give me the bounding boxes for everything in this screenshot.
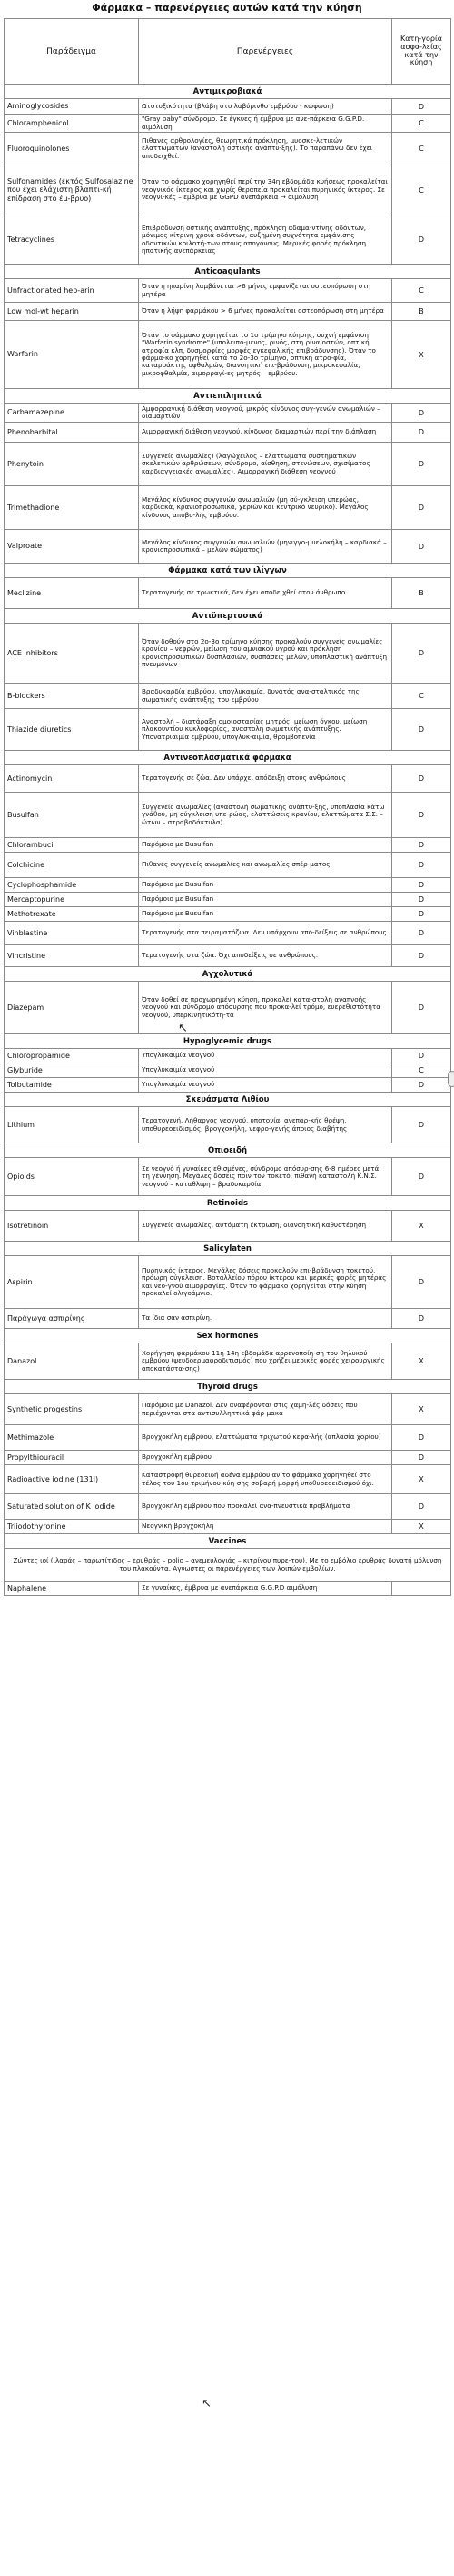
table-row [5, 922, 451, 945]
side-effects-cell: Βρογχοκήλη εμβρύου [139, 1451, 392, 1465]
side-effects-cell: Βρογχοκήλη εμβρύου, ελαττώματα τριχωτού κεφα-λής (απλασία χορίου) [139, 1425, 392, 1451]
section-header-row [5, 1196, 451, 1211]
drug-name-cell: B-blockers [5, 684, 139, 709]
side-effects-cell: Αιμορραγική διάθεση νεογνού, κίνδυνος διαμαρτιών περί την διάπλαση [139, 423, 392, 443]
drug-name-cell: Saturated solution of K iodide [5, 1494, 139, 1520]
section-header-row [5, 1093, 451, 1107]
table-row [5, 907, 451, 922]
drug-name-cell: Triiodothyronine [5, 1520, 139, 1534]
side-effects-cell: Υπογλυκαιμία νεογνού [139, 1063, 392, 1078]
drug-name-cell: Colchicine [5, 853, 139, 878]
section-header-row [5, 1034, 451, 1049]
scroll-handle-icon[interactable] [448, 1071, 454, 1087]
drug-name-cell: Naphalene [5, 1582, 139, 1596]
category-cell: C [392, 133, 451, 165]
section-header-row [5, 609, 451, 624]
table-row [5, 321, 451, 389]
category-cell: C [392, 684, 451, 709]
category-cell: D [392, 838, 451, 853]
category-cell: D [392, 1256, 451, 1309]
section-header-row [5, 1143, 451, 1158]
category-cell [392, 1582, 451, 1596]
table-row [5, 404, 451, 423]
drug-name-cell: Tolbutamide [5, 1078, 139, 1093]
category-cell: D [392, 1309, 451, 1329]
drug-name-cell: Vinblastine [5, 922, 139, 945]
side-effects-cell: Όταν το φάρμακο χορηγηθεί περί την 34η εβδομάδα κυήσεως προκαλείται νεογνικός ίκτερος και χωρίς θεραπεία προκαλείται πυρηνικός ίκτερος. Σε νεογνι-κές – εμβρυα με GGPD ανεπάρκεια → αιμόλυση [139, 165, 392, 215]
category-cell: D [392, 1107, 451, 1143]
drug-name-cell: Methotrexate [5, 907, 139, 922]
side-effects-cell: "Gray baby" σύνδρομο. Σε έγκυες ή έμβρυα με ανε-πάρκεια G.G.P.D. αιμόλυση [139, 115, 392, 133]
drug-name-cell: Propylthiouracil [5, 1451, 139, 1465]
table-row [5, 945, 451, 967]
table-header-row [5, 19, 451, 85]
table-row [5, 878, 451, 893]
table-row [5, 793, 451, 838]
section-header-row [5, 265, 451, 279]
section-title: Αγχολυτικά [5, 967, 451, 982]
table-row [5, 624, 451, 684]
category-cell: D [392, 878, 451, 893]
side-effects-cell: Μεγάλος κίνδυνος συγγενών ανωμαλιών (μηνιγγο-μυελοκήλη – καρδιακά – κρανιοπροσωπικά – μελών σώματος) [139, 530, 392, 564]
section-title: Sex hormones [5, 1329, 451, 1343]
category-cell: D [392, 982, 451, 1034]
table-row [5, 765, 451, 793]
table-row [5, 486, 451, 530]
drug-name-cell: Meclizine [5, 578, 139, 609]
section-header-row [5, 751, 451, 765]
side-effects-cell: Ωτοτοξικότητα (βλάβη στο λαβύρινθο εμβρύου - κώφωση) [139, 99, 392, 115]
side-effects-cell: Τερατογενής σε τρωκτικά, δεν έχει αποδειχθεί στον άνθρωπο. [139, 578, 392, 609]
category-cell: D [392, 793, 451, 838]
section-title: Αντιϋπερτασικά [5, 609, 451, 624]
category-cell: D [392, 443, 451, 486]
table-row [5, 1256, 451, 1309]
drug-name-cell: Phenobarbital [5, 423, 139, 443]
table-body [5, 85, 451, 1596]
mouse-cursor-icon: ↖ [178, 1022, 188, 1035]
side-effects-cell: Βραδυκαρδία εμβρύου, υπογλυκαιμία, δυνατός ανα-σταλτικός της σωματικής ανάπτυξης του εμβρύου [139, 684, 392, 709]
category-cell: D [392, 709, 451, 751]
side-effects-cell: Τερατογενής στα πειραματόζωα. Δεν υπάρχουν από-δείξεις σε ανθρώπους. [139, 922, 392, 945]
side-effects-cell: Υπογλυκαιμία νεογνού [139, 1049, 392, 1063]
table-row [5, 1309, 451, 1329]
drug-name-cell: Thiazide diuretics [5, 709, 139, 751]
category-cell: D [392, 922, 451, 945]
category-cell: D [392, 1078, 451, 1093]
table-row [5, 853, 451, 878]
table-row [5, 578, 451, 609]
category-cell: C [392, 165, 451, 215]
table-row [5, 423, 451, 443]
drug-name-cell: Low mol-wt heparin [5, 303, 139, 321]
table-row [5, 165, 451, 215]
drug-name-cell: Valproate [5, 530, 139, 564]
section-title: Φάρμακα κατά των ιλίγγων [5, 564, 451, 578]
section-header-row [5, 1380, 451, 1394]
drug-name-cell: Cyclophosphamide [5, 878, 139, 893]
category-cell: D [392, 1451, 451, 1465]
category-cell: D [392, 530, 451, 564]
category-cell: D [392, 215, 451, 265]
drug-name-cell: Glyburide [5, 1063, 139, 1078]
table-row [5, 215, 451, 265]
table-row [5, 1494, 451, 1520]
side-effects-cell: Σε νεογνό ή γυναίκες εθισμένες, σύνδρομο απόσυρ-σης 6-8 ημέρες μετά τη γέννηση. Μεγάλες δόσεις πριν τον τοκετό, πιθανή καταστολή Κ.Ν.Σ. νεογνού – καταθλιψη – βραδυκαρδία. [139, 1158, 392, 1196]
category-cell: C [392, 279, 451, 303]
table-row [5, 1158, 451, 1196]
side-effects-cell: Τερατογενής στα ζώα. Όχι αποδείξεις σε ανθρώπους. [139, 945, 392, 967]
drug-name-cell: Chloramphenicol [5, 115, 139, 133]
category-cell: B [392, 303, 451, 321]
table-row [5, 1107, 451, 1143]
table-row [5, 684, 451, 709]
section-title: Thyroid drugs [5, 1380, 451, 1394]
category-cell: D [392, 624, 451, 684]
table-row [5, 1451, 451, 1465]
drug-name-cell: Aspirin [5, 1256, 139, 1309]
category-cell: D [392, 423, 451, 443]
table-row [5, 1049, 451, 1063]
table-row [5, 279, 451, 303]
side-effects-cell: Παρόμοιο με Busulfan [139, 878, 392, 893]
side-effects-cell: Αμφορραγική διάθεση νεογνού, μικρός κίνδυνος συγ-γενών ανωμαλιών – διαμαρτιών [139, 404, 392, 423]
table-row [5, 443, 451, 486]
drug-name-cell: Danazol [5, 1343, 139, 1380]
side-effects-cell: Όταν η ηπαρίνη λαμβάνεται >6 μήνες εμφανίζεται οστεοπόρωση στη μητέρα [139, 279, 392, 303]
side-effects-cell: Συγγενείς ανωμαλίες) (λαγώχειλος – ελαττωματα συστηματικών σκελετικών αρθρώσεων, σύνδρομο, αίσθηση, στενώσεων, σχισίματος καρδιαγγειακές ανωμαλίες), Αιμορραγική διάθεση νεογνού [139, 443, 392, 486]
section-title: Αντιεπιληπτικά [5, 389, 451, 404]
section-title: Οπιοειδή [5, 1143, 451, 1158]
table-row [5, 709, 451, 751]
drug-name-cell: Diazepam [5, 982, 139, 1034]
drug-name-cell: Vincristine [5, 945, 139, 967]
side-effects-cell: Τερατογενής σε ζώα. Δεν υπάρχει απόδειξη στους ανθρώπους [139, 765, 392, 793]
table-row [5, 1582, 451, 1596]
section-title: Vaccines [5, 1534, 451, 1549]
table-row [5, 1394, 451, 1425]
section-header-row [5, 389, 451, 404]
side-effects-cell: Όταν δοθούν στο 2ο-3ο τρίμηνο κύησης προκαλούν συγγενείς ανωμαλίες κρανίου – νεφρών, μείωση του αμνιακού υγρού και πρόκληση κρανιοπροσωπικών δυσπλασιών, συσπάσεις μελών, υποπλαστική ανάπτυξη πνευμόνων [139, 624, 392, 684]
page-title: Φάρμακα – παρενέργειες αυτών κατά την κύηση [92, 2, 362, 14]
side-effects-cell: Όταν το φάρμακο χορηγείται το 1ο τρίμηνο κύησης, συχνή εμφάνιση "Warfarin syndrome" (υπολειπό-μενος, ρινός, στη ρίνα οστών, οπτική ατροφία κλπ, δυσμορφίες μορφές εγκεφαλικής επιβράδυνσης). Όταν το φάρμα-κο χορηγηθεί κατά το 2ο-3ο τρίμηνο, οπτική ατρο-φία, καταρράκτης οφθαλμών, διανοητική επι-βράδυνση, μικροκεφαλία, μικροφθαλμία, αιμορραγί-ες μητρός – εμβρύου. [139, 321, 392, 389]
drug-name-cell: Phenytoin [5, 443, 139, 486]
category-cell: B [392, 578, 451, 609]
side-effects-cell: Πυρηνικός ίκτερος. Μεγάλες δόσεις προκαλούν επι-βράδυνση τοκετού, πρόωρη σύγκλειση. Βοταλλείου πόρου ίκτερου και μερικές φορές μητέρας και νεο-γνού αιμορραγίες. Όταν το φάρμακο χορηγείται στην κύηση προκαλεί ολιγοάμνιο. [139, 1256, 392, 1309]
mouse-cursor-icon-2: ↖ [202, 2397, 212, 2411]
section-title: Salicylaten [5, 1242, 451, 1256]
category-cell: D [392, 1494, 451, 1520]
drug-name-cell: Sulfonamides (εκτός Sulfosalazine που έχει ελάχιστη βλαπτι-κή επίδραση στο έμ-βρυο) [5, 165, 139, 215]
side-effects-cell: Όταν η λήψη φαρμάκου > 6 μήνες προκαλείται οστεοπόρωση στη μητέρα [139, 303, 392, 321]
drug-name-cell: Isotretinoin [5, 1211, 139, 1242]
drug-name-cell: Unfractionated hep-arin [5, 279, 139, 303]
table-row [5, 133, 451, 165]
drug-name-cell: Chlorambucil [5, 838, 139, 853]
table-row [5, 1211, 451, 1242]
drug-name-cell: Busulfan [5, 793, 139, 838]
drug-name-cell: Mercaptopurine [5, 893, 139, 907]
table-row [5, 99, 451, 115]
section-header-row [5, 85, 451, 99]
section-title: Hypoglycemic drugs [5, 1034, 451, 1049]
table-row [5, 1343, 451, 1380]
side-effects-cell: Παρόμοιο με Busulfan [139, 838, 392, 853]
table-row [5, 1520, 451, 1534]
category-cell: D [392, 853, 451, 878]
section-title: Σκευάσματα Λιθίου [5, 1093, 451, 1107]
drug-name-cell: Radioactive iodine (131I) [5, 1465, 139, 1494]
side-effects-cell: Καταστροφή θυρεοειδή αδένα εμβρύου αν το φάρμακο χορηγηθεί στο τέλος του 1ου τριμήνου κύη-σης σοβαρή μορφή υποθυρεοειδισμού όχι. [139, 1465, 392, 1494]
drug-name-cell: Fluoroquinolones [5, 133, 139, 165]
section-title: Anticoagulants [5, 265, 451, 279]
table-row [5, 115, 451, 133]
category-cell: X [392, 1394, 451, 1425]
section-title: Αντινεοπλασματικά φάρμακα [5, 751, 451, 765]
category-cell: D [392, 907, 451, 922]
category-cell: D [392, 893, 451, 907]
table-row [5, 1425, 451, 1451]
table-row [5, 1465, 451, 1494]
category-cell: X [392, 1211, 451, 1242]
side-effects-cell: Παρόμοιο με Busulfan [139, 893, 392, 907]
drug-name-cell: Chloropropamide [5, 1049, 139, 1063]
table-row [5, 982, 451, 1034]
drug-effects-table [4, 18, 451, 1596]
side-effects-cell: Πιθανές αρθρολογίες, θεωρητικά πρόκληση, μυοσκε-λετικών ελαττωμάτων (αναστολή οστικής ανάπτυ-ξης). Το παραπάνω δεν έχει αποδειχθεί. [139, 133, 392, 165]
category-cell: X [392, 1520, 451, 1534]
side-effects-cell: Συγγενείς ανωμαλίες, αυτόματη έκτρωση, διανοητική καθυστέρηση [139, 1211, 392, 1242]
category-cell: C [392, 1063, 451, 1078]
side-effects-cell: Επιβράδυνση οστικής ανάπτυξης, πρόκληση αδαμα-ντίνης οδόντων, μόνιμος κίτρινη χροιά οδόντων, αυξημένη συχνότητα εμφάνισης οδοντικών κοιλοτή-των στους απογόνους. Μερικές φορές πρόκληση ηπατικής ανεπάρκειας [139, 215, 392, 265]
drug-name-cell: Opioids [5, 1158, 139, 1196]
drug-name-cell: Lithium [5, 1107, 139, 1143]
category-cell: X [392, 1343, 451, 1380]
table-row [5, 838, 451, 853]
table-row [5, 1063, 451, 1078]
drug-name-cell: ACE inhibitors [5, 624, 139, 684]
section-header-row [5, 1534, 451, 1549]
table-row [5, 1078, 451, 1093]
side-effects-cell: Υπογλυκαιμία νεογνού [139, 1078, 392, 1093]
span-note-cell: Ζώντες ιοί (ιλαράς – παρωτίτιδος – ερυθράς – polio – ανεμευλογιάς – κιτρίνου πυρε-του). Με το εμβόλιο ερυθράς δυνατή μόλυνση του πλακούντα. Αγνωστες οι παρενέργειες των λοιπών εμβολίων. [5, 1549, 451, 1582]
section-title: Retinoids [5, 1196, 451, 1211]
side-effects-cell: Παρόμοιο με Busulfan [139, 907, 392, 922]
table-row [5, 530, 451, 564]
table-row [5, 1549, 451, 1582]
section-header-row [5, 564, 451, 578]
table-row [5, 303, 451, 321]
category-cell: X [392, 1465, 451, 1494]
header-drug: Παράδειγμα [5, 19, 139, 85]
section-header-row [5, 1242, 451, 1256]
drug-name-cell: Actinomycin [5, 765, 139, 793]
side-effects-cell: Παρόμοιο με Danazol. Δεν αναφέρονται στις χαμη-λές δόσεις που περιέχονται στα αντισυλληπτικά φάρ-μακα [139, 1394, 392, 1425]
drug-name-cell: Tetracyclines [5, 215, 139, 265]
table-row [5, 893, 451, 907]
drug-name-cell: Warfarin [5, 321, 139, 389]
side-effects-cell: Νεογνική βρογχοκήλη [139, 1520, 392, 1534]
side-effects-cell: Συγγενείς ανωμαλίες (αναστολή σωματικής ανάπτυ-ξης, υποπλασία κάτω γνάθου, μη σύγκλειση υπε-ρώας, ελαττώσεις κρανίου, ελαττώματα Σ.Σ. – ώτων – στραβοδάκτυλα) [139, 793, 392, 838]
side-effects-cell: Πιθανές συγγενείς ανωμαλίες και ανωμαλίες σπέρ-ματος [139, 853, 392, 878]
side-effects-cell: Όταν δοθεί σε προχωρημένη κύηση, προκαλεί κατα-στολή αναπνοής νεογνού και σύνδρομο απόσυρσης που προκα-λεί τρόμο, ευερεθιστότητα νεογνού, υπερκινητικότη-τα [139, 982, 392, 1034]
side-effects-cell: Χορήγηση φαρμάκου 11η-14η εβδομάδα αρρενοποίη-ση του θηλυκού εμβρύου (ψευδοερμαφροδιτισμός) που χρήζει μερικές φορές χειρουργικής αποκατάστα-σης) [139, 1343, 392, 1380]
section-header-row [5, 967, 451, 982]
category-cell: D [392, 1049, 451, 1063]
drug-name-cell: Methimazole [5, 1425, 139, 1451]
drug-name-cell: Synthetic progestins [5, 1394, 139, 1425]
header-effects: Παρενέργειες [139, 19, 392, 85]
drug-name-cell: Trimethadione [5, 486, 139, 530]
drug-name-cell: Carbamazepine [5, 404, 139, 423]
drug-name-cell: Παράγωγα ασπιρίνης [5, 1309, 139, 1329]
header-category: Κατη-γορία ασφα-λείας κατά την κύηση [392, 19, 451, 85]
category-cell: C [392, 115, 451, 133]
category-cell: D [392, 945, 451, 967]
side-effects-cell: Σε γυναίκες, έμβρυα με ανεπάρκεια G.G.P.D αιμόλυση [139, 1582, 392, 1596]
side-effects-cell: Βρογχοκήλη εμβρύου που προκαλεί ανα-πνευστικά προβλήματα [139, 1494, 392, 1520]
category-cell: D [392, 765, 451, 793]
category-cell: D [392, 1158, 451, 1196]
category-cell: D [392, 99, 451, 115]
drug-name-cell: Aminoglycosides [5, 99, 139, 115]
side-effects-cell: Μεγάλος κίνδυνος συγγενών ανωμαλιών (μη σύ-γκλειση υπερώας, καρδιακά, κρανιοπροσωπικά, χεριών και κεντρικό νευρικό). Μεγάλος κίνδυνος αποβο-λής εμβρύου. [139, 486, 392, 530]
side-effects-cell: Τα ίδια σαν ασπιρίνη. [139, 1309, 392, 1329]
section-title: Αντιμικροβιακά [5, 85, 451, 99]
category-cell: D [392, 404, 451, 423]
side-effects-cell: Αναστολή – διατάραξη ομοιοστασίας μητρός, μείωση όγκου, μείωση πλακουντίου κυκλοφορίας, αναστολή σωματικής ανάπτυξης. Υπονατριαιμία εμβρύου, υπογλυκ-αιμία, θρομβοπενία [139, 709, 392, 751]
section-header-row [5, 1329, 451, 1343]
category-cell: D [392, 1425, 451, 1451]
category-cell: X [392, 321, 451, 389]
side-effects-cell: Τερατογενή. Λήθαργος νεογνού, υποτονία, ανεπαρ-κής θρέψη, υποθυρεοειδισμός, βρογχοκήλη, νεφρο-γενής άποιος διαβήτης [139, 1107, 392, 1143]
category-cell: D [392, 486, 451, 530]
